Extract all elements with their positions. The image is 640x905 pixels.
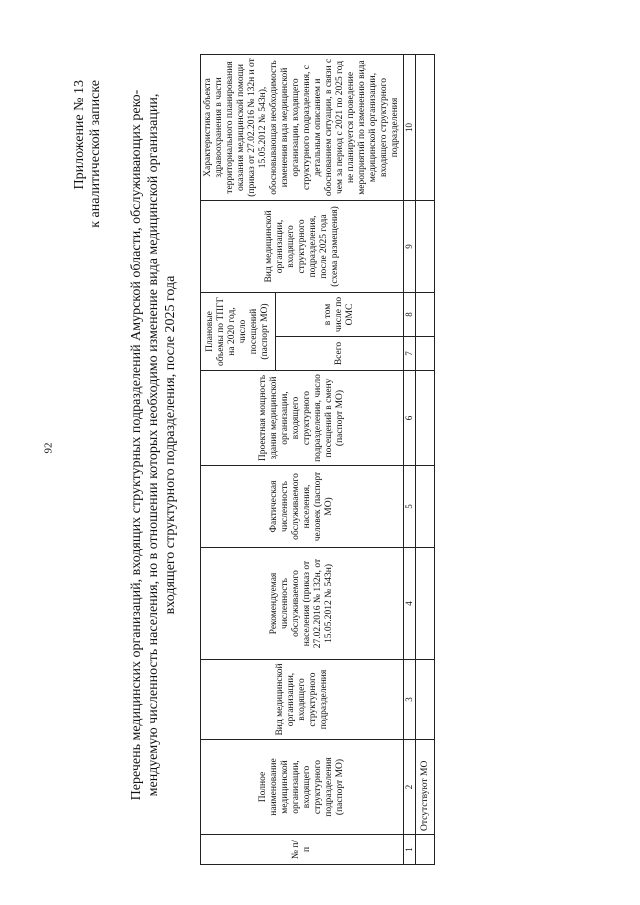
column-number: 7 xyxy=(404,337,416,371)
header-org-type: Вид медицинской организации, входящего структурного подразделения xyxy=(201,660,404,740)
header-number: № п/п xyxy=(201,835,404,865)
column-number: 5 xyxy=(404,466,416,548)
organizations-table xyxy=(200,54,435,865)
header-characteristics: Характеристика объекта здравоохранения в части территориального планирования оказания медицинской помощи (приказ от 27.02.2016 № 132н и от 15.05.2012 № 543н), обосновывающая необходимость изменения вида медицинской организации, входящего структурного подразделения, с детальным описанием и обоснованием ситуации, в связи с чем за период с 2021 по 2025 год не планируется проведение мероприятий по изменению вида медицинской организации, входящего структурного подразделения xyxy=(201,54,404,200)
header-type-after-2025: Вид медицинской организации, входящего структурного подразделения, после 2025 года (схема размещения) xyxy=(201,200,404,292)
column-number: 10 xyxy=(404,54,416,200)
header-actual-population: Фактическая численность обслуживаемого населения, человек (паспорт МО) xyxy=(201,466,404,548)
column-number: 4 xyxy=(404,548,416,660)
column-number: 2 xyxy=(404,740,416,835)
table-cell xyxy=(416,200,435,292)
appendix-line-1: Приложение № 13 xyxy=(72,80,87,190)
appendix-caption xyxy=(72,0,104,905)
table-cell xyxy=(416,660,435,740)
title-line-2: мендуемую численность населения, но в отношении которых необходимо изменение вида медицинской организации, xyxy=(146,93,161,797)
column-number: 1 xyxy=(404,835,416,865)
table-cell xyxy=(416,54,435,200)
title-line-3: входящего структурного подразделения, после 2025 года xyxy=(163,275,178,615)
table-cell xyxy=(416,292,435,336)
column-number: 9 xyxy=(404,200,416,292)
title-line-1: Перечень медицинских организаций, входящих структурных подразделений Амурской области, обслуживающих реко- xyxy=(129,89,144,801)
header-org-name: Полное наименование медицинской организации, входящего структурного подразделения (паспорт МО) xyxy=(201,740,404,835)
header-oms: в том числе по ОМС xyxy=(276,292,404,336)
table-cell xyxy=(416,371,435,466)
column-numbers-row xyxy=(404,54,416,864)
table-cell xyxy=(416,548,435,660)
column-number: 3 xyxy=(404,660,416,740)
appendix-line-2: к аналитической записке xyxy=(88,80,103,228)
column-number: 6 xyxy=(404,371,416,466)
header-recommended-population: Рекомендуемая численность обслуживаемого населения (приказ от 27.02.2016 № 132н, от 15.05.2012 № 543н) xyxy=(201,548,404,660)
column-number: 8 xyxy=(404,292,416,336)
table-cell xyxy=(416,337,435,371)
header-design-capacity: Проектная мощность здания медицинской организации, входящего структурного подразделения, число посещений в смену (паспорт МО) xyxy=(201,371,404,466)
table-cell xyxy=(416,466,435,548)
document-title xyxy=(128,75,179,815)
header-planned-volumes: Плановые объемы по ТПГГ на 2020 год, число посещений (паспорт МО) xyxy=(201,292,276,370)
header-total: Всего xyxy=(276,337,404,371)
row-number xyxy=(416,835,435,865)
table-row xyxy=(416,54,435,864)
header-row xyxy=(201,54,276,864)
row-org-name: Отсутствуют МО xyxy=(416,740,435,835)
page-number: 92 xyxy=(42,442,55,454)
